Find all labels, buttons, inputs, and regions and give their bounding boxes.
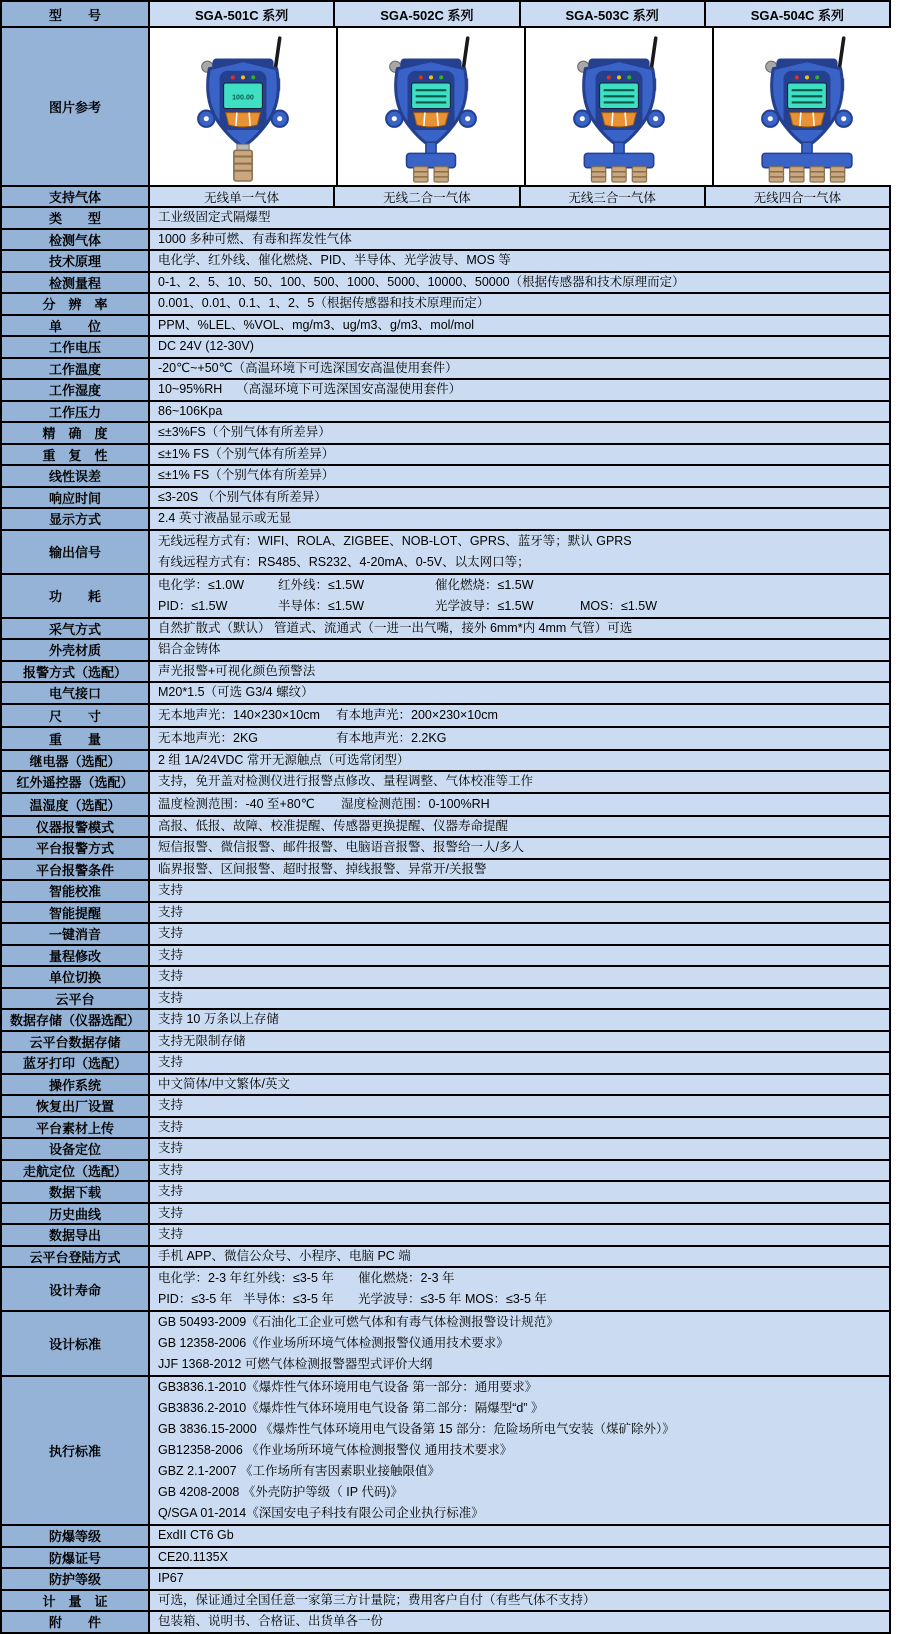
- row-value: [150, 402, 889, 422]
- spec-row: [2, 967, 889, 989]
- spec-line: 支持: [158, 1184, 184, 1198]
- spec-row: [2, 772, 889, 794]
- row-label: 重 量: [2, 728, 150, 749]
- row-value: [150, 1225, 889, 1245]
- row-label: 智能提醒: [2, 903, 150, 923]
- spec-line: Q/SGA 01-2014《深国安电子科技有限公司企业执行标准》: [158, 1506, 484, 1520]
- spec-line: 0-1、2、5、10、50、100、500、1000、5000、10000、50000（根据传感器和技术原理而定）: [158, 274, 685, 289]
- spec-row: [2, 273, 889, 295]
- row-value: [150, 575, 889, 617]
- spec-line: 86~106Kpa: [158, 403, 223, 418]
- spec-line: 临界报警、区间报警、超时报警、掉线报警、异常开/关报警: [158, 861, 487, 876]
- row-value: [150, 817, 889, 837]
- spec-row: [2, 1118, 889, 1140]
- row-value: [150, 294, 889, 314]
- gas-row-label: 支持气体: [2, 187, 150, 206]
- spec-line: 支持: [158, 1119, 184, 1134]
- row-label: 智能校准: [2, 881, 150, 901]
- row-value: [150, 337, 889, 357]
- svg-text:100.00: 100.00: [232, 93, 254, 102]
- product-image: [338, 28, 526, 185]
- product-image: [714, 28, 899, 185]
- gas-value-sga-503c: 无线三合一气体: [521, 187, 706, 206]
- row-value: [150, 509, 889, 529]
- spec-line: 支持无限制存储: [158, 1033, 246, 1048]
- spec-row: [2, 359, 889, 381]
- spec-row: [2, 509, 889, 531]
- header-model-sga-502c: SGA-502C 系列: [335, 2, 520, 26]
- row-value: [150, 1312, 889, 1375]
- spec-line: 电化学、红外线、催化燃烧、PID、半导体、光学波导、MOS 等: [158, 253, 511, 267]
- row-label: 仪器报警模式: [2, 817, 150, 837]
- image-row-label: 图片参考: [2, 28, 150, 185]
- spec-row: [2, 838, 889, 860]
- spec-row: [2, 662, 889, 684]
- spec-segment: 温度检测范围：-40 至+80℃: [158, 796, 315, 811]
- spec-segment: 半导体：≤1.5W: [278, 598, 365, 613]
- spec-row: [2, 316, 889, 338]
- row-label: 响应时间: [2, 488, 150, 508]
- row-label: 恢复出厂设置: [2, 1096, 150, 1116]
- row-label: 数据存储（仪器选配）: [2, 1010, 150, 1030]
- row-label: 量程修改: [2, 946, 150, 966]
- row-value: [150, 466, 889, 486]
- spec-row: [2, 860, 889, 882]
- spec-line: M20*1.5（可选 G3/4 螺纹）: [158, 685, 314, 699]
- spec-line: GB 4208-2008 《外壳防护等级（ IP 代码)》: [158, 1485, 403, 1499]
- spec-line: 中文简体/中文繁体/英文: [158, 1076, 290, 1091]
- spec-row: [2, 1591, 889, 1613]
- spec-line: GB3836.2-2010《爆炸性气体环境用电气设备 第二部分：隔爆型“d” 》: [158, 1401, 544, 1415]
- spec-row: [2, 683, 889, 705]
- row-value: [150, 967, 889, 987]
- row-value: [150, 1247, 889, 1267]
- row-value: [150, 1569, 889, 1589]
- spec-row: [2, 881, 889, 903]
- spec-line: 支持 10 万条以上存储: [158, 1012, 279, 1026]
- header-model-label: 型 号: [2, 2, 150, 26]
- row-label: 设备定位: [2, 1139, 150, 1159]
- row-label: 显示方式: [2, 509, 150, 529]
- spec-segment: 催化燃烧：2-3 年: [358, 1271, 455, 1285]
- spec-line: 支持: [158, 1205, 184, 1220]
- spec-row: [2, 946, 889, 968]
- row-label: 报警方式（选配）: [2, 662, 150, 682]
- row-label: 类 型: [2, 208, 150, 228]
- supported-gas-row: [2, 187, 889, 208]
- spec-line: GB3836.1-2010《爆炸性气体环境用电气设备 第一部分：通用要求》: [158, 1380, 538, 1394]
- row-label: 平台报警方式: [2, 838, 150, 858]
- header-row: [2, 2, 889, 28]
- row-label: 平台报警条件: [2, 860, 150, 880]
- row-label: 附 件: [2, 1612, 150, 1632]
- spec-line: GB 50493-2009《石油化工企业可燃气体和有毒气体检测报警设计规范》: [158, 1315, 559, 1329]
- row-value: [150, 1075, 889, 1095]
- row-value: [150, 903, 889, 923]
- row-value: [150, 705, 889, 726]
- spec-row: [2, 1268, 889, 1312]
- spec-line: [158, 794, 889, 815]
- row-value: [150, 662, 889, 682]
- spec-row: [2, 1182, 889, 1204]
- spec-row: [2, 1204, 889, 1226]
- spec-segment: 光学波导：≤3-5 年: [358, 1292, 462, 1306]
- row-label: 防爆等级: [2, 1526, 150, 1546]
- spec-line: ≤±1% FS（个别气体有所差异）: [158, 468, 335, 482]
- spec-line: [158, 1289, 889, 1310]
- row-value: [150, 1139, 889, 1159]
- spec-row: [2, 251, 889, 273]
- spec-segment: MOS：≤1.5W: [580, 598, 658, 613]
- spec-line: 包装箱、说明书、合格证、出货单各一份: [158, 1614, 384, 1628]
- spec-line: PPM、%LEL、%VOL、mg/m3、ug/m3、g/m3、mol/mol: [158, 317, 475, 332]
- row-label: 采气方式: [2, 619, 150, 639]
- spec-line: 短信报警、微信报警、邮件报警、电脑语音报警、报警给一人/多人: [158, 840, 524, 854]
- row-label: 线性误差: [2, 466, 150, 486]
- gas-value-sga-504c: 无线四合一气体: [706, 187, 889, 206]
- spec-segment: 催化燃烧：≤1.5W: [435, 577, 534, 592]
- row-label: 单位切换: [2, 967, 150, 987]
- row-value: [150, 445, 889, 465]
- spec-row: [2, 817, 889, 839]
- spec-row: [2, 1053, 889, 1075]
- row-value: [150, 751, 889, 771]
- row-value: [150, 1010, 889, 1030]
- row-value: [150, 1612, 889, 1632]
- spec-row: [2, 1526, 889, 1548]
- row-label: 防爆证号: [2, 1548, 150, 1568]
- row-value: [150, 924, 889, 944]
- row-value: [150, 989, 889, 1009]
- row-label: 工作电压: [2, 337, 150, 357]
- row-value: [150, 1204, 889, 1224]
- row-label: 数据导出: [2, 1225, 150, 1245]
- spec-line: GB12358-2006 《作业场所环境气体检测报警仪 通用技术要求》: [158, 1443, 513, 1457]
- spec-segment: 电化学：2-3 年: [158, 1271, 243, 1285]
- product-image: [526, 28, 714, 185]
- row-value: [150, 1096, 889, 1116]
- row-label: 历史曲线: [2, 1204, 150, 1224]
- row-value: [150, 772, 889, 792]
- spec-row: [2, 1247, 889, 1269]
- row-label: 重 复 性: [2, 445, 150, 465]
- row-label: 技术原理: [2, 251, 150, 271]
- row-label: 工作温度: [2, 359, 150, 379]
- row-value: [150, 640, 889, 660]
- gas-value-sga-501c: 无线单一气体: [150, 187, 335, 206]
- row-value: [150, 1526, 889, 1546]
- row-value: [150, 683, 889, 703]
- row-value: [150, 359, 889, 379]
- spec-line: 支持: [158, 1098, 184, 1112]
- row-value: [150, 881, 889, 901]
- spec-segment: 无本地声光：2KG: [158, 730, 259, 745]
- spec-line: ExdII CT6 Gb: [158, 1528, 234, 1542]
- row-value: [150, 208, 889, 228]
- row-value: [150, 316, 889, 336]
- spec-segment: 电化学：≤1.0W: [158, 577, 245, 592]
- row-label: 防护等级: [2, 1569, 150, 1589]
- spec-row: [2, 1032, 889, 1054]
- spec-row: [2, 466, 889, 488]
- row-label: 计 量 证: [2, 1591, 150, 1611]
- spec-line: [158, 1268, 889, 1289]
- spec-row: [2, 445, 889, 467]
- spec-row: [2, 531, 889, 575]
- spec-line: 支持: [158, 1227, 184, 1241]
- row-label: 继电器（选配）: [2, 751, 150, 771]
- spec-line: [158, 705, 889, 726]
- row-label: 检测气体: [2, 230, 150, 250]
- header-model-sga-504c: SGA-504C 系列: [706, 2, 889, 26]
- row-label: 设计寿命: [2, 1268, 150, 1310]
- spec-line: [158, 728, 889, 749]
- gas-detector-illustration: [526, 30, 712, 183]
- spec-segment: PID：≤1.5W: [158, 598, 228, 613]
- spec-line: 支持，免开盖对检测仪进行报警点修改、量程调整、气体校准等工作: [158, 774, 534, 788]
- spec-line: 无线远程方式有：WIFI、ROLA、ZIGBEE、NOB-LOT、GPRS、蓝牙等；默认 GPRS: [158, 533, 632, 548]
- row-label: 操作系统: [2, 1075, 150, 1095]
- row-value: [150, 619, 889, 639]
- row-label: 电气接口: [2, 683, 150, 703]
- row-value: [150, 1268, 889, 1310]
- spec-row: [2, 989, 889, 1011]
- row-label: 工作压力: [2, 402, 150, 422]
- row-label: 外壳材质: [2, 640, 150, 660]
- row-value: [150, 838, 889, 858]
- row-value: [150, 1032, 889, 1052]
- row-label: 云平台登陆方式: [2, 1247, 150, 1267]
- row-value: [150, 1118, 889, 1138]
- spec-row: [2, 488, 889, 510]
- row-value: [150, 230, 889, 250]
- row-value: [150, 423, 889, 443]
- spec-row: [2, 1096, 889, 1118]
- spec-row: [2, 575, 889, 619]
- row-value: [150, 1377, 889, 1524]
- spec-row: [2, 751, 889, 773]
- spec-line: IP67: [158, 1571, 184, 1585]
- spec-row: [2, 1569, 889, 1591]
- spec-row: [2, 1075, 889, 1097]
- spec-segment: 红外线：≤3-5 年: [243, 1271, 334, 1285]
- spec-line: 手机 APP、微信公众号、小程序、电脑 PC 端: [158, 1248, 411, 1263]
- row-label: 温湿度（选配）: [2, 794, 150, 815]
- product-image: [150, 28, 338, 185]
- spec-row: [2, 794, 889, 817]
- gas-detector-illustration: [338, 30, 524, 183]
- spec-line: 声光报警+可视化颜色预警法: [158, 663, 316, 678]
- row-label: 执行标准: [2, 1377, 150, 1524]
- spec-line: 铝合金铸体: [158, 642, 221, 656]
- spec-line: 可选，保证通过全国任意一家第三方计量院；费用客户自付（有些气体不支持）: [158, 1592, 596, 1607]
- spec-line: 支持: [158, 947, 184, 962]
- row-label: 数据下载: [2, 1182, 150, 1202]
- spec-row: [2, 705, 889, 728]
- row-value: [150, 273, 889, 293]
- spec-segment: 红外线：≤1.5W: [278, 577, 365, 592]
- spec-line: JJF 1368-2012 可燃气体检测报警器型式评价大纲: [158, 1357, 433, 1371]
- row-value: [150, 531, 889, 573]
- row-value: [150, 860, 889, 880]
- spec-segment: MOS：≤3-5 年: [465, 1292, 547, 1306]
- row-label: 输出信号: [2, 531, 150, 573]
- spec-line: 支持: [158, 1162, 184, 1177]
- header-model-sga-501c: SGA-501C 系列: [150, 2, 335, 26]
- spec-line: [158, 596, 889, 617]
- spec-row: [2, 903, 889, 925]
- spec-rows: [2, 208, 889, 1632]
- gas-value-sga-502c: 无线二合一气体: [335, 187, 520, 206]
- row-label: 云平台: [2, 989, 150, 1009]
- gas-detector-illustration: [714, 30, 899, 183]
- spec-line: 高报、低报、故障、校准提醒、传感器更换提醒、仪器寿命提醒: [158, 818, 509, 833]
- gas-detector-illustration: [150, 30, 336, 183]
- spec-line: 2 组 1A/24VDC 常开无源触点（可选常闭型）: [158, 752, 410, 767]
- spec-line: 支持: [158, 1055, 184, 1069]
- spec-line: 10~95%RH （高湿环境下可选深国安高湿使用套件）: [158, 382, 462, 396]
- row-value: [150, 488, 889, 508]
- spec-row: [2, 1010, 889, 1032]
- row-value: [150, 728, 889, 749]
- row-value: [150, 794, 889, 815]
- spec-row: [2, 423, 889, 445]
- row-value: [150, 1548, 889, 1568]
- spec-line: 支持: [158, 904, 184, 919]
- row-label: 尺 寸: [2, 705, 150, 726]
- spec-line: 自然扩散式（默认） 管道式、流通式（一进一出气嘴，接外 6mm*内 4mm 气管）可选: [158, 620, 633, 635]
- row-value: [150, 251, 889, 271]
- spec-row: [2, 1225, 889, 1247]
- row-label: 走航定位（选配）: [2, 1161, 150, 1181]
- spec-line: 2.4 英寸液晶显示或无显: [158, 511, 292, 525]
- spec-line: 支持: [158, 990, 184, 1005]
- spec-row: [2, 1161, 889, 1183]
- spec-row: [2, 1612, 889, 1632]
- spec-segment: 有本地声光：2.2KG: [336, 730, 447, 745]
- spec-row: [2, 924, 889, 946]
- spec-line: CE20.1135X: [158, 1549, 228, 1564]
- spec-line: ≤3-20S （个别气体有所差异）: [158, 489, 327, 504]
- spec-row: [2, 619, 889, 641]
- row-value: [150, 946, 889, 966]
- spec-row: [2, 1312, 889, 1377]
- spec-row: [2, 640, 889, 662]
- header-model-sga-503c: SGA-503C 系列: [521, 2, 706, 26]
- row-label: 蓝牙打印（选配）: [2, 1053, 150, 1073]
- spec-line: 支持: [158, 1141, 184, 1155]
- row-label: 功 耗: [2, 575, 150, 617]
- spec-segment: 半导体：≤3-5 年: [243, 1292, 334, 1306]
- spec-segment: 有本地声光：200×230×10cm: [336, 707, 498, 722]
- spec-row: [2, 337, 889, 359]
- row-label: 一键消音: [2, 924, 150, 944]
- spec-line: GB 12358-2006《作业场所环境气体检测报警仪通用技术要求》: [158, 1336, 509, 1350]
- spec-segment: 光学波导：≤1.5W: [435, 598, 534, 613]
- row-label: 工作湿度: [2, 380, 150, 400]
- spec-row: [2, 402, 889, 424]
- spec-row: [2, 728, 889, 751]
- spec-line: GB 3836.15-2000 《爆炸性气体环境用电气设备第 15 部分：危险场所电气安装（煤矿除外）》: [158, 1422, 675, 1436]
- spec-row: [2, 380, 889, 402]
- spec-line: 1000 多种可燃、有毒和挥发性气体: [158, 231, 352, 246]
- row-label: 平台素材上传: [2, 1118, 150, 1138]
- spec-line: 支持: [158, 883, 184, 897]
- image-reference-row: [2, 28, 889, 187]
- row-label: 精 确 度: [2, 423, 150, 443]
- row-label: 检测量程: [2, 273, 150, 293]
- row-value: [150, 1053, 889, 1073]
- spec-line: [158, 575, 889, 596]
- spec-segment: 湿度检测范围：0-100%RH: [341, 796, 490, 811]
- row-value: [150, 380, 889, 400]
- spec-row: [2, 230, 889, 252]
- spec-line: 支持: [158, 969, 184, 983]
- spec-line: DC 24V (12-30V): [158, 339, 254, 353]
- spec-row: [2, 208, 889, 230]
- spec-line: GBZ 2.1-2007 《工作场所有害因素职业接触限值》: [158, 1464, 440, 1478]
- row-value: [150, 1591, 889, 1611]
- spec-segment: PID：≤3-5 年: [158, 1292, 233, 1306]
- spec-line: 工业级固定式隔爆型: [158, 210, 271, 224]
- row-label: 设计标准: [2, 1312, 150, 1375]
- row-label: 分 辨 率: [2, 294, 150, 314]
- row-label: 红外遥控器（选配）: [2, 772, 150, 792]
- spec-row: [2, 294, 889, 316]
- spec-line: 0.001、0.01、0.1、1、2、5（根据传感器和技术原理而定）: [158, 296, 490, 310]
- spec-line: 支持: [158, 926, 184, 940]
- spec-line: ≤±3%FS（个别气体有所差异）: [158, 425, 331, 439]
- row-value: [150, 1161, 889, 1181]
- spec-line: ≤±1% FS（个别气体有所差异）: [158, 446, 335, 461]
- spec-row: [2, 1377, 889, 1526]
- spec-row: [2, 1548, 889, 1570]
- row-label: 云平台数据存储: [2, 1032, 150, 1052]
- spec-line: -20℃~+50℃（高温环境下可选深国安高温使用套件）: [158, 360, 458, 375]
- spec-line: 有线远程方式有：RS485、RS232、4-20mA、0-5V、以太网口等；: [158, 554, 530, 569]
- spec-segment: 无本地声光：140×230×10cm: [158, 707, 320, 722]
- row-label: 单 位: [2, 316, 150, 336]
- row-value: [150, 1182, 889, 1202]
- spec-row: [2, 1139, 889, 1161]
